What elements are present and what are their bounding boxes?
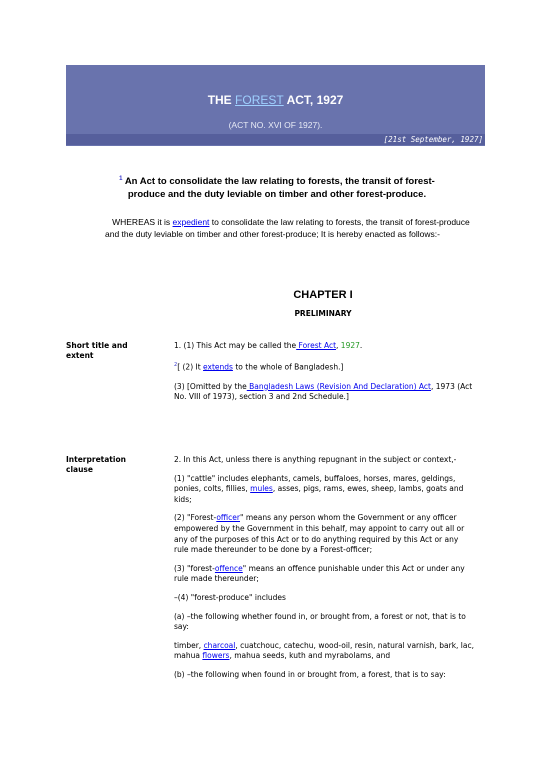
section2-para-produce: –(4) "forest-produce" includes (174, 592, 286, 602)
s1p3-text: (3) [Omitted by the (174, 381, 247, 391)
section1-para1 (174, 341, 474, 352)
s2p4-post: " means an offence punishable under this Act or under any rule made thereunder; (174, 563, 465, 584)
s2p2-text: (1) "cattle" includes elephants, camels, buffaloes, horses, mares, geldings, ponies, colts, fillies, (174, 473, 456, 494)
section1-para3 (174, 382, 474, 403)
footnote-mark-2[interactable]: 2 (174, 361, 178, 368)
bangladesh-laws-link[interactable]: Bangladesh Laws (Revision And Declaration) Act (246, 381, 431, 391)
section2-para-a: (a) –the following whether found in, or brought from, a forest or not, that is to say: (174, 611, 466, 632)
act-title-suffix: ACT, 1927 (283, 93, 344, 107)
section1-para2 (174, 360, 474, 373)
s2p7-mid: , cuatchouc, catechu, wood-oil, resin, natural varnish, bark, lac, mahua (174, 640, 474, 661)
section1-body (174, 341, 474, 403)
s2p2-post: , asses, pigs, rams, ewes, sheep, lambs, goats and kids; (174, 484, 464, 504)
act-date: [21st September, 1927] (66, 134, 485, 145)
s1p1-text: 1. (1) This Act may be called the (174, 341, 297, 350)
preamble-text: An Act to consolidate the law relating to forests, the transit of forest-produce and the duty leviable on timber and other forest-produce. (124, 176, 435, 201)
section2-para-timber (174, 641, 474, 662)
whereas-clause (105, 216, 485, 240)
section2-para1: 2. In this Act, unless there is anything repugnant in the subject or context,- (174, 455, 457, 464)
s2p7-text: timber, (174, 640, 204, 650)
section2-body (174, 455, 474, 681)
officer-link[interactable]: officer (216, 513, 240, 523)
chapter-subtitle: PRELIMINARY (294, 309, 352, 318)
expedient-link[interactable]: expedient (172, 217, 210, 227)
act-preamble (112, 173, 442, 201)
section2-side-label: Interpretation clause (66, 455, 126, 474)
forest-link[interactable]: FOREST (235, 93, 284, 107)
s2p3-text: (2) "Forest- (174, 513, 217, 523)
forest-act-link[interactable]: Forest Act (296, 341, 337, 350)
footnote-mark[interactable]: 1 (119, 176, 123, 182)
extends-link[interactable]: extends (203, 362, 233, 372)
s1p3-post: , 1973 (Act No. VIII of 1973), section 3 and 2nd Schedule.] (174, 381, 473, 402)
section2-para-cattle (174, 474, 474, 506)
s1p1-sep: , (336, 341, 341, 350)
section2-para-offence (174, 564, 474, 585)
year-text: 1927 (340, 341, 360, 350)
s2p7-post: , mahua seeds, kuth and myrabolams, and (229, 651, 391, 661)
s1p2-post: to the whole of Bangladesh.] (232, 362, 344, 372)
s1p2-text: [ (2) It (177, 362, 204, 372)
act-header-banner (66, 65, 485, 146)
mules-link[interactable]: mules (250, 484, 273, 494)
s2p4-text: (3) "forest- (174, 563, 215, 573)
act-title (66, 93, 485, 107)
whereas-text-post: to consolidate the law relating to forests, the transit of forest-produce and the duty leviable on timber and other forest-produce; It is hereby enacted as follows:- (105, 217, 470, 239)
act-title-prefix: THE (207, 93, 236, 107)
section1-side-label: Short title and extent (66, 341, 128, 360)
s1p1-end: . (359, 341, 363, 350)
chapter-title: CHAPTER I (293, 289, 353, 301)
whereas-text-pre: WHEREAS it is (112, 217, 173, 227)
section2-para-officer (174, 513, 474, 555)
section2-para-b: (b) –the following when found in or brought from, a forest, that is to say: (174, 669, 446, 679)
act-number: (ACT NO. XVI OF 1927). (228, 120, 323, 130)
charcoal-link[interactable]: charcoal (203, 640, 236, 650)
offence-link[interactable]: offence (214, 563, 243, 573)
s2p3-post: " means any person whom the Government or any officer empowered by the Government in this behalf, may appoint to carry out all or any of the purposes of this Act or to do anything required by this Act or any rule made thereunder to be done by a Forest-officer; (174, 513, 465, 555)
flowers-link[interactable]: flowers (202, 651, 230, 661)
